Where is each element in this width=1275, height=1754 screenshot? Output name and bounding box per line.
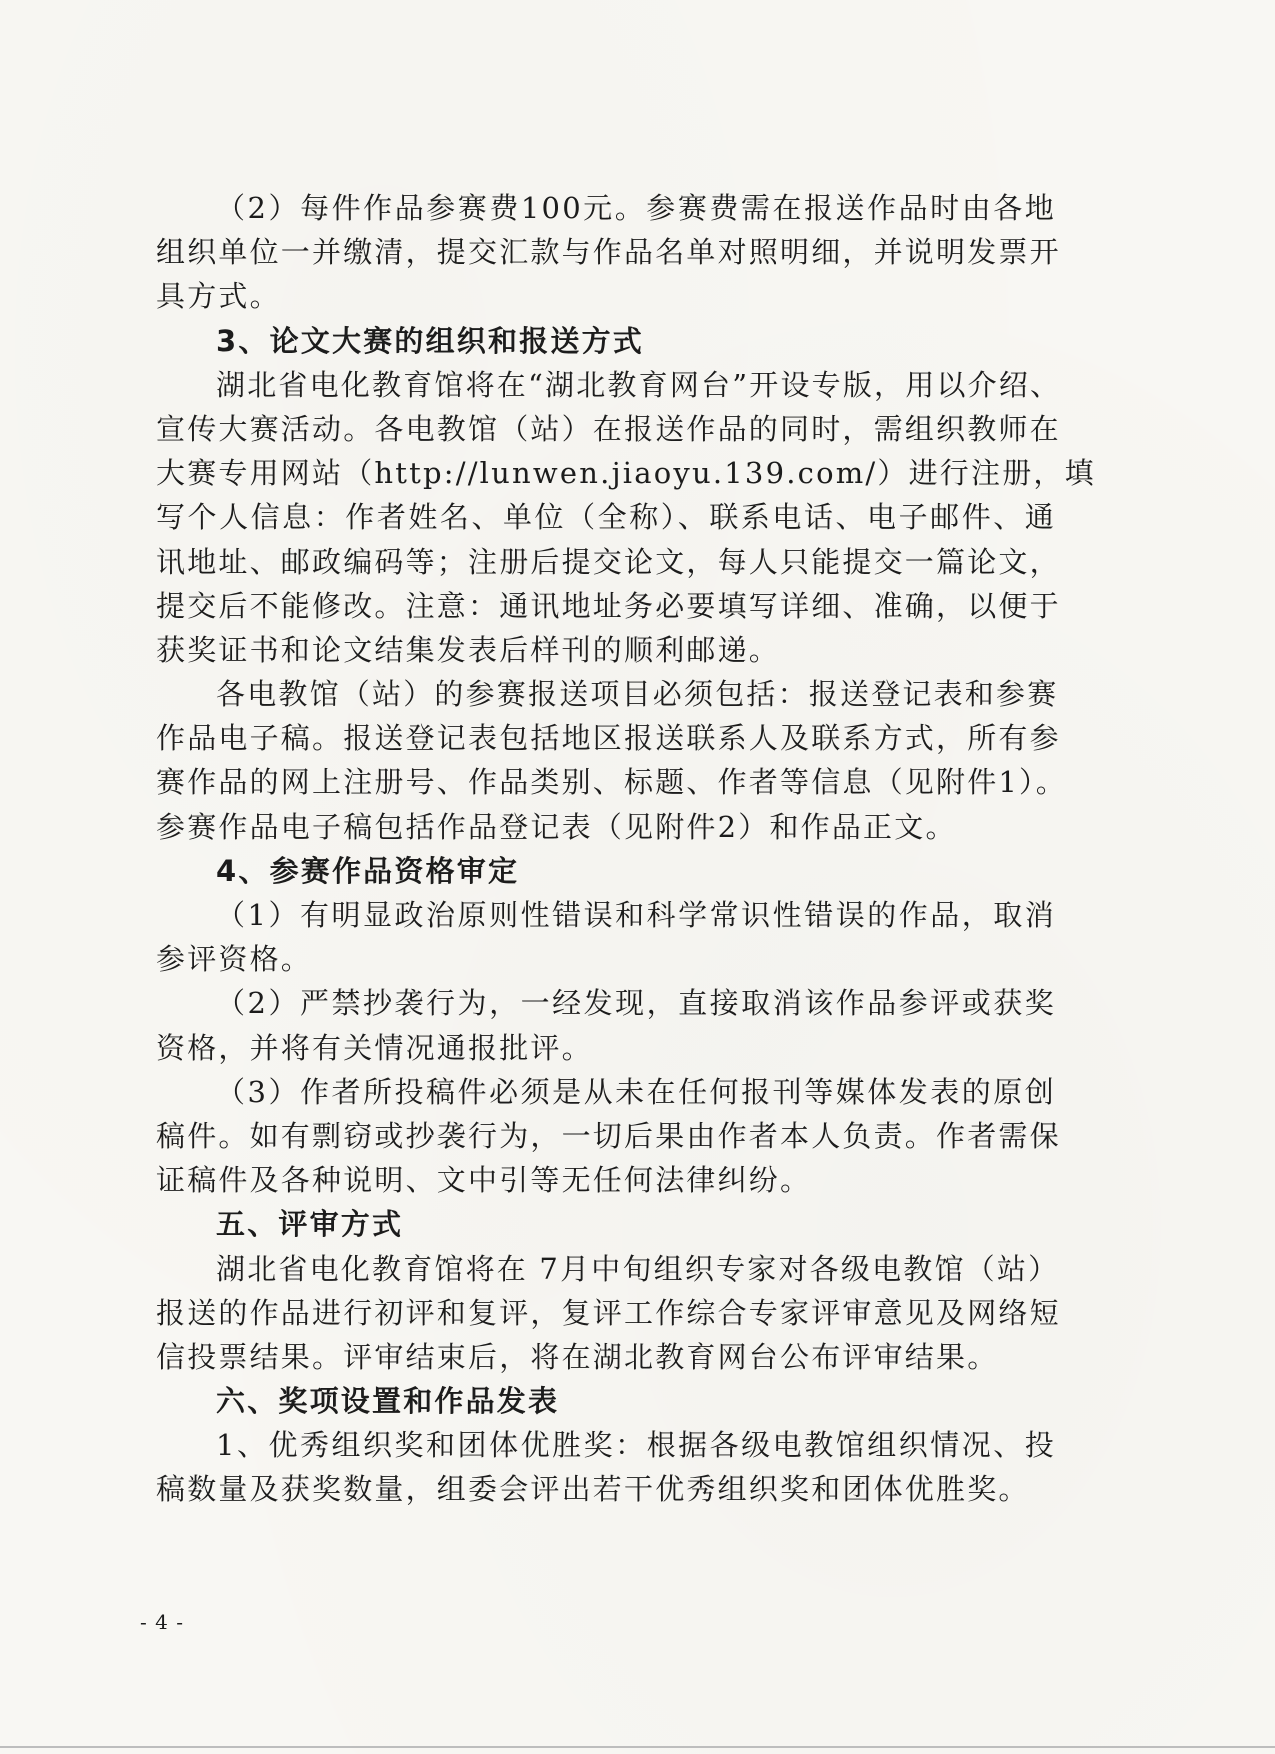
page-bottom-edge	[0, 1746, 1275, 1748]
text-line: 大赛专用网站（http://lunwen.jiaoyu.139.com/）进行注册，填	[156, 456, 1096, 491]
text-line: 证稿件及各种说明、文中引等无任何法律纠纷。	[156, 1163, 812, 1198]
text-line: 获奖证书和论文结集发表后样刊的顺利邮递。	[156, 632, 781, 667]
text-line: 各电教馆（站）的参赛报送项目必须包括：报送登记表和参赛	[216, 677, 1059, 712]
section-heading: 五、评审方式	[216, 1207, 404, 1242]
text-line: 宣传大赛活动。各电教馆（站）在报送作品的同时，需组织教师在	[156, 411, 1061, 446]
text-line: 湖北省电化教育馆将在 7月中旬组织专家对各级电教馆（站）	[216, 1251, 1060, 1286]
text-line: 写个人信息：作者姓名、单位（全称）、联系电话、电子邮件、通	[156, 500, 1056, 535]
text-line: （2）每件作品参赛费100元。参赛费需在报送作品时由各地	[216, 191, 1056, 225]
text-line: 报送的作品进行初评和复评，复评工作综合专家评审意见及网络短	[156, 1295, 1061, 1330]
text-line: 讯地址、邮政编码等；注册后提交论文，每人只能提交一篇论文，	[156, 544, 1061, 579]
text-line: 稿数量及获奖数量，组委会评出若干优秀组织奖和团体优胜奖。	[156, 1472, 1030, 1507]
page-number: - 4 -	[140, 1610, 184, 1634]
text-line: （3）作者所投稿件必须是从未在任何报刊等媒体发表的原创	[216, 1074, 1056, 1109]
text-line: 组织单位一并缴清，提交汇款与作品名单对照明细，并说明发票开	[156, 235, 1061, 270]
section-heading: 六、奖项设置和作品发表	[216, 1384, 560, 1419]
text-line: 资格，并将有关情况通报批评。	[156, 1030, 593, 1065]
section-heading: 4、参赛作品资格审定	[216, 853, 520, 888]
text-line: 稿件。如有剽窃或抄袭行为，一切后果由作者本人负责。作者需保	[156, 1118, 1061, 1153]
text-line: 湖北省电化教育馆将在“湖北教育网台”开设专版，用以介绍、	[216, 367, 1062, 402]
document-body	[156, 186, 1096, 1512]
text-line: 提交后不能修改。注意：通讯地址务必要填写详细、准确，以便于	[156, 588, 1061, 623]
section-heading: 3、论文大赛的组织和报送方式	[216, 323, 644, 358]
text-line: 参评资格。	[156, 942, 313, 977]
text-line: 1、优秀组织奖和团体优胜奖：根据各级电教馆组织情况、投	[216, 1428, 1056, 1463]
text-line: 赛作品的网上注册号、作品类别、标题、作者等信息（见附件1）。	[156, 765, 1067, 800]
text-line: 信投票结果。评审结束后，将在湖北教育网台公布评审结果。	[156, 1339, 999, 1374]
text-line: 参赛作品电子稿包括作品登记表（见附件2）和作品正文。	[156, 809, 957, 844]
text-line: 作品电子稿。报送登记表包括地区报送联系人及联系方式，所有参	[156, 721, 1061, 756]
text-line: 具方式。	[156, 279, 281, 314]
text-line: （2）严禁抄袭行为，一经发现，直接取消该作品参评或获奖	[216, 986, 1056, 1021]
text-line: （1）有明显政治原则性错误和科学常识性错误的作品，取消	[216, 898, 1056, 932]
